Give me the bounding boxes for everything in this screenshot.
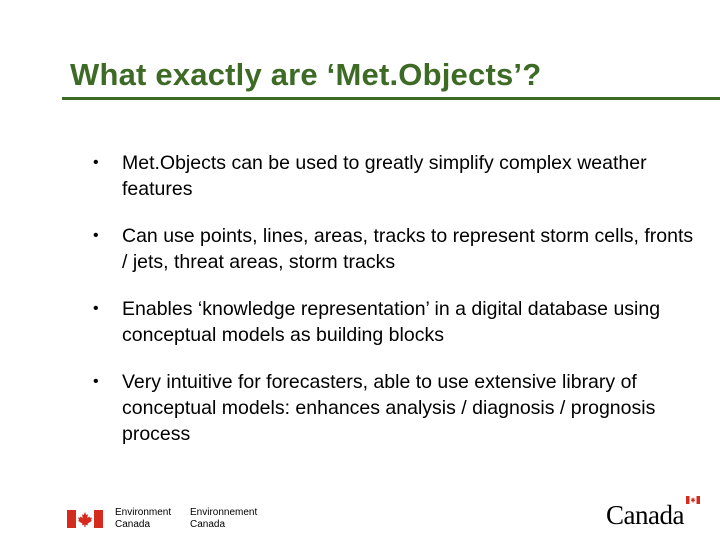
bullet-text: Can use points, lines, areas, tracks to represent storm cells, fronts / jets, threat areas, storm tracks — [122, 225, 694, 273]
bullet-text: Enables ‘knowledge representation’ in a digital database using conceptual models as building blocks — [122, 298, 661, 346]
footer-signature — [0, 490, 720, 540]
bullet-item — [90, 369, 700, 447]
dept-line: Canada — [115, 519, 151, 530]
bullet-dot: • — [93, 154, 99, 171]
bullet-item — [90, 150, 700, 202]
canada-flag-icon — [67, 510, 103, 528]
slide-title: What exactly are ‘Met.Objects’? — [70, 57, 542, 92]
dept-name-french — [190, 507, 257, 531]
dept-name-english — [115, 507, 171, 531]
title-underline — [62, 97, 720, 100]
bullet-text: Very intuitive for forecasters, able to use extensive library of conceptual models: enhances analysis / diagnosis / prognosis process — [122, 371, 656, 445]
dept-line: Environment — [115, 507, 172, 518]
bullet-dot: • — [93, 373, 99, 390]
bullet-dot: • — [93, 300, 99, 317]
bullet-text: Met.Objects can be used to greatly simplify complex weather features — [122, 152, 647, 200]
bullet-list — [90, 150, 700, 468]
bullet-item — [90, 223, 700, 275]
dept-line: Environnement — [190, 507, 258, 518]
bullet-item — [90, 296, 700, 348]
dept-line: Canada — [190, 519, 226, 530]
bullet-dot: • — [93, 227, 99, 244]
wordmark-flag-icon — [686, 496, 700, 504]
canada-wordmark: Canada — [606, 500, 684, 530]
